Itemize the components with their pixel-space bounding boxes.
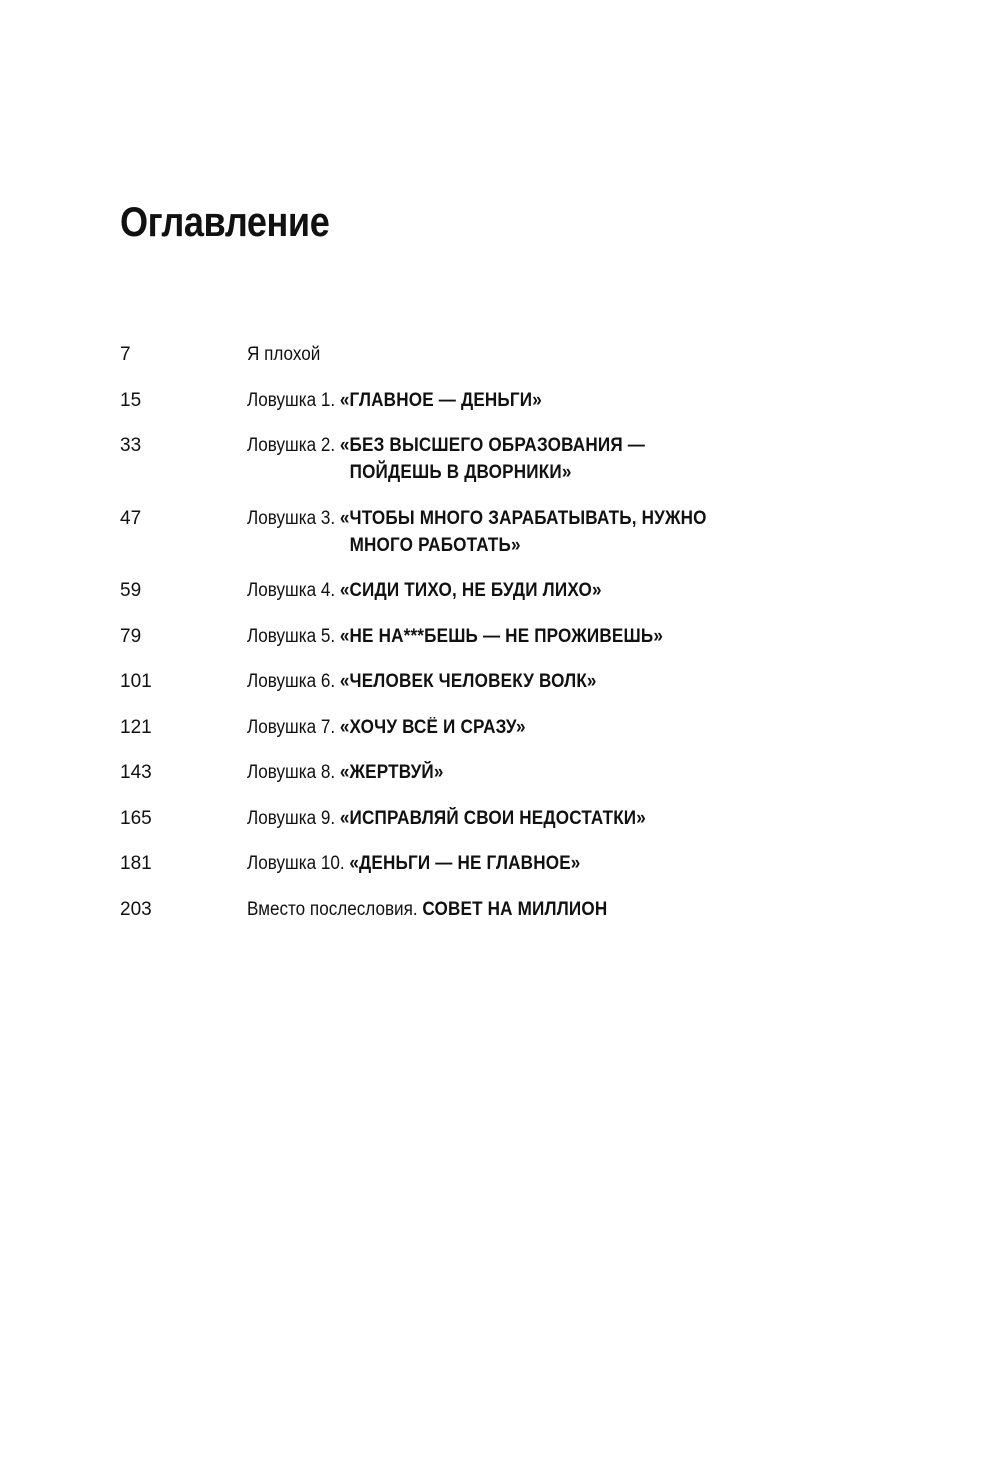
toc-chapter-label: Ловушка 3. — [247, 507, 340, 529]
toc-entry — [120, 505, 880, 559]
toc-chapter-title: «ИСПРАВЛЯЙ СВОИ НЕДОСТАТКИ» — [339, 807, 646, 829]
toc-line — [247, 505, 817, 532]
toc-page-number: 33 — [120, 435, 142, 456]
toc-chapter-label: Ловушка 8. — [247, 762, 340, 783]
toc-chapter-label: Я плохой — [247, 344, 321, 365]
toc-line — [247, 577, 817, 604]
toc-page-number: 7 — [120, 344, 131, 365]
toc-entry-text — [247, 896, 817, 923]
toc-page-number: 79 — [120, 625, 142, 647]
toc-line — [247, 387, 817, 414]
toc-line-continuation — [247, 532, 817, 559]
toc-entry-text — [247, 850, 817, 877]
page-title: Оглавление — [120, 198, 330, 245]
toc-entry-text — [247, 432, 817, 486]
toc-entry-text — [247, 714, 817, 741]
toc-page-number: 143 — [120, 762, 152, 783]
toc-entry — [120, 759, 880, 786]
toc-chapter-title: «ДЕНЬГИ — НЕ ГЛАВНОЕ» — [349, 853, 581, 874]
toc-chapter-label: Вместо послесловия. — [247, 898, 423, 920]
toc-chapter-label: Ловушка 10. — [247, 853, 350, 874]
toc-chapter-title: «НЕ НА***БЕШЬ — НЕ ПРОЖИВЕШЬ» — [339, 625, 664, 647]
toc-entry-text — [247, 805, 817, 832]
toc-entry — [120, 577, 880, 604]
toc-page-number: 203 — [120, 898, 152, 920]
toc-entry-text — [247, 577, 817, 604]
table-of-contents — [120, 341, 880, 941]
toc-page-number: 59 — [120, 580, 142, 601]
toc-chapter-title: «ГЛАВНОЕ — ДЕНЬГИ» — [339, 389, 542, 411]
toc-chapter-title: «БЕЗ ВЫСШЕГО ОБРАЗОВАНИЯ — — [339, 435, 646, 456]
toc-chapter-title: «ХОЧУ ВСЁ И СРАЗУ» — [339, 716, 526, 738]
toc-chapter-label: Ловушка 2. — [247, 435, 340, 456]
toc-line — [247, 805, 817, 832]
toc-chapter-label: Ловушка 5. — [247, 625, 340, 647]
toc-line — [247, 759, 817, 786]
toc-chapter-label: Ловушка 9. — [247, 807, 340, 829]
toc-entry — [120, 668, 880, 695]
toc-entry — [120, 341, 880, 368]
toc-chapter-label: Ловушка 7. — [247, 716, 340, 738]
toc-chapter-title: «ЧТОБЫ МНОГО ЗАРАБАТЫВАТЬ, НУЖНО — [339, 507, 707, 529]
toc-chapter-title: «ЖЕРТВУЙ» — [339, 762, 444, 783]
toc-entry-text — [247, 623, 817, 650]
toc-entry — [120, 896, 880, 923]
toc-entry — [120, 714, 880, 741]
toc-line — [247, 850, 817, 877]
toc-page-number: 47 — [120, 507, 142, 529]
toc-page-number: 15 — [120, 389, 142, 411]
toc-chapter-title: «ЧЕЛОВЕК ЧЕЛОВЕКУ ВОЛК» — [339, 671, 597, 692]
toc-entry-text — [247, 387, 817, 414]
toc-entry-text — [247, 341, 817, 368]
toc-entry-text — [247, 668, 817, 695]
toc-entry-text — [247, 759, 817, 786]
toc-chapter-title: МНОГО РАБОТАТЬ» — [349, 534, 521, 556]
toc-chapter-label: Ловушка 6. — [247, 671, 340, 692]
toc-entry-text — [247, 505, 817, 559]
toc-chapter-title: ПОЙДЕШЬ В ДВОРНИКИ» — [349, 462, 572, 483]
toc-page-number: 121 — [120, 716, 152, 738]
toc-line — [247, 341, 817, 368]
toc-entry — [120, 432, 880, 486]
toc-page-number: 181 — [120, 853, 152, 874]
toc-chapter-title: «СИДИ ТИХО, НЕ БУДИ ЛИХО» — [339, 580, 602, 601]
toc-line — [247, 668, 817, 695]
toc-line-continuation — [247, 459, 817, 486]
toc-line — [247, 896, 817, 923]
toc-page-number: 165 — [120, 807, 152, 829]
toc-chapter-label: Ловушка 4. — [247, 580, 340, 601]
toc-chapter-title: СОВЕТ НА МИЛЛИОН — [422, 898, 608, 920]
toc-entry — [120, 387, 880, 414]
toc-line — [247, 432, 817, 459]
toc-line — [247, 623, 817, 650]
toc-page-number: 101 — [120, 671, 152, 692]
toc-entry — [120, 850, 880, 877]
toc-entry — [120, 623, 880, 650]
toc-entry — [120, 805, 880, 832]
toc-chapter-label: Ловушка 1. — [247, 389, 340, 411]
toc-line — [247, 714, 817, 741]
